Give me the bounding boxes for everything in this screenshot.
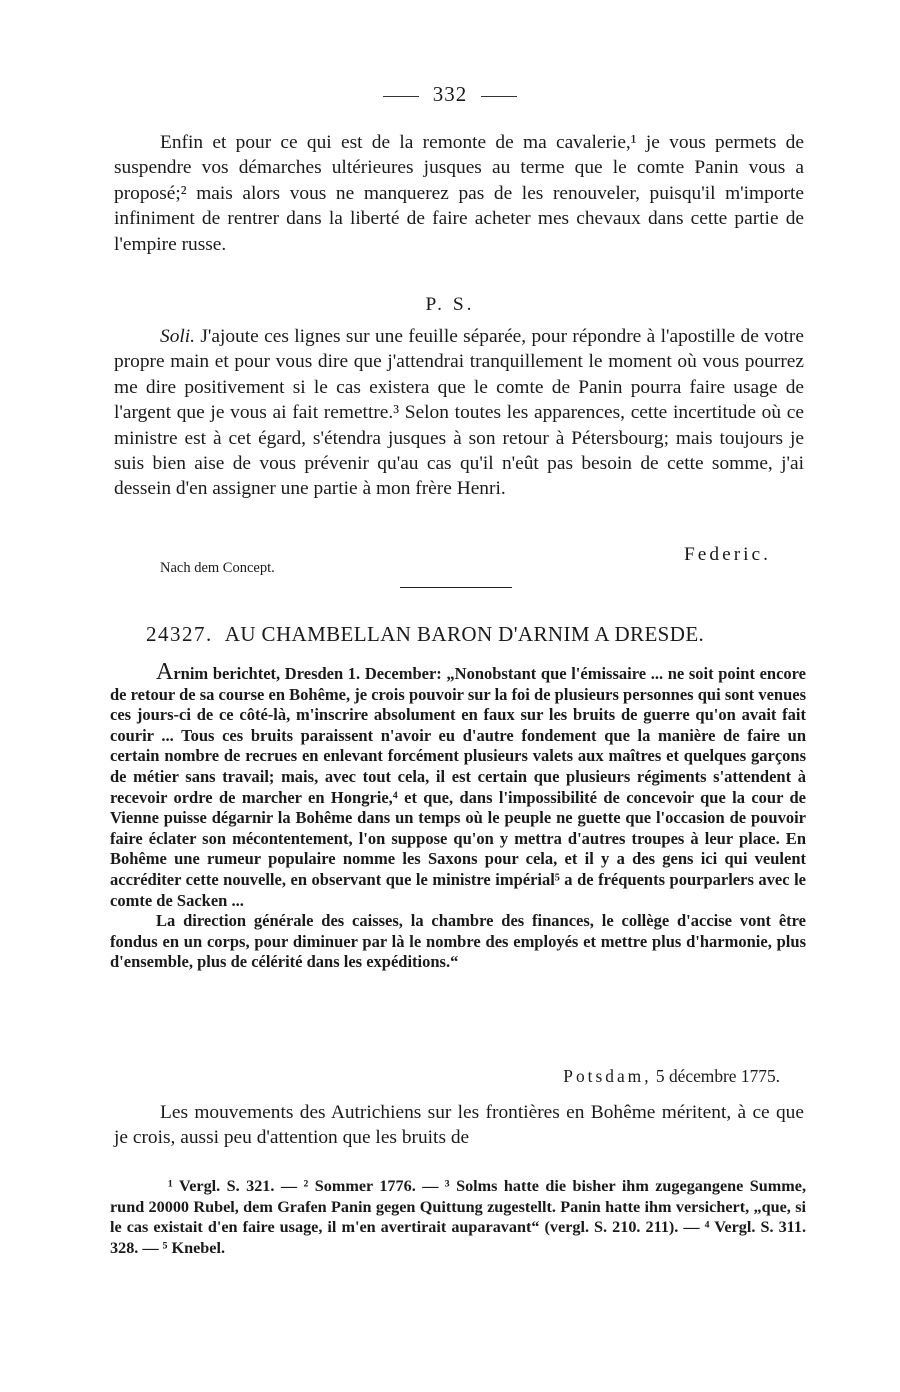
letter-heading <box>146 622 806 647</box>
letter-title: AU CHAMBELLAN BARON D'ARNIM A DRESDE. <box>224 622 705 646</box>
letter-number: 24327. <box>146 622 213 646</box>
letter-body-paragraph <box>114 130 804 257</box>
dateline <box>470 1066 780 1087</box>
page-number <box>0 82 900 107</box>
footnotes <box>110 1176 806 1258</box>
postscript-paragraph <box>114 324 804 502</box>
page-number-rule-right <box>481 96 517 97</box>
report-text-1: rnim berichtet, Dresden 1. December: „Nonobstant que l'émissaire ... ne soit point encore de retour de sa course en Bohême, je crois pouvoir sur la foi de plusieurs personnes qui sont venues ces jours-ci de ce côté-là, m'inscrire absolument en faux sur les bruits de guerre qu'on avait fait courir ... Tous ces bruits paraissent n'avoir eu d'autre fondement que la manière de faire un certain nombre de recrues en enlevant forcément plusieurs valets aux maîtres et quelques garçons de métier sans travail; mais, avec tout cela, il est certain que plusieurs régiments s'attendent à recevoir ordre de marcher en Hongrie,⁴ et que, dans l'impossibilité de concevoir que la cour de Vienne puisse dégarnir la Bohême dans un temps où le peuple ne guette que l'occasion de pouvoir faire éclater son mécontentement, l'on suppose qu'on y mettra d'autres troupes à leur place. En Bohême une rumeur populaire nomme les Saxons pour cela, et il y a des gens ici qui veulent accréditer cette nouvelle, en observant que le ministre impérial⁵ a de fréquents pourparlers avec le comte de Sacken ... <box>110 664 806 910</box>
signature: Federic. <box>684 544 771 565</box>
dateline-place: Potsdam, <box>563 1066 652 1086</box>
closing-paragraph: Les mouvements des Autrichiens sur les frontières en Bohême méritent, à ce que je crois, aussi peu d'attention que les bruits de <box>114 1102 804 1149</box>
page-number-text: 332 <box>432 82 468 106</box>
report-paragraph-1 <box>110 659 806 911</box>
report-summary <box>110 659 806 973</box>
remonte-paragraph: Enfin et pour ce qui est de la remonte de ma cavalerie,¹ je vous permets de suspendre vos démarches ultérieures jusques au terme que le comte Panin vous a proposé;² mais alors vous ne manquerez pas de les renouveler, puisqu'il m'importe infiniment de rentrer dans la liberté de faire acheter mes chevaux dans cette partie de l'empire russe. <box>114 132 804 255</box>
report-paragraph-2: La direction générale des caisses, la chambre des finances, le collège d'accise vont être fondus en un corps, pour diminuer par là le nombre des employés et mettre plus d'harmonie, plus d'ensemble, plus de célérité dans les expéditions.“ <box>110 911 806 972</box>
section-separator <box>400 587 512 588</box>
postscript-heading: P. S. <box>425 294 475 315</box>
dateline-date: 5 décembre 1775. <box>651 1066 780 1086</box>
postscript-block <box>114 324 804 502</box>
page-number-rule-left <box>383 96 419 97</box>
source-note: Nach dem Concept. <box>160 560 275 576</box>
postscript-text: J'ajoute ces lignes sur une feuille séparée, pour répondre à l'apostille de votre propre main et pour vous dire que j'attendrai tranquillement le moment où vous pourrez me dire positivement si le cas existera que le comte de Panin pourra faire usage de l'argent que je vous ai fait remettre.³ Selon toutes les apparences, cette incertitude où ce ministre est à cet égard, s'étendra jusques à son retour à Pétersbourg; mais toujours je suis bien aise de vous prévenir qu'au cas qu'il n'eût pas besoin de cette somme, j'ai dessein d'en assigner une partie à mon frère Henri. <box>114 326 804 500</box>
footnotes-text: ¹ Vergl. S. 321. — ² Sommer 1776. — ³ Solms hatte die bisher ihm zugegangene Summe, rund 20000 Rubel, dem Grafen Panin gegen Quittung zugestellt. Panin hatte ihm versichert, „que, si le cas existait d'en faire usage, il m'en avertirait auparavant“ (vergl. S. 210. 211). — ⁴ Vergl. S. 311. 328. — ⁵ Knebel. <box>110 1177 806 1257</box>
postscript-lead: Soli. <box>160 326 196 347</box>
closing-block <box>114 1100 804 1151</box>
report-initial: A <box>156 659 174 685</box>
